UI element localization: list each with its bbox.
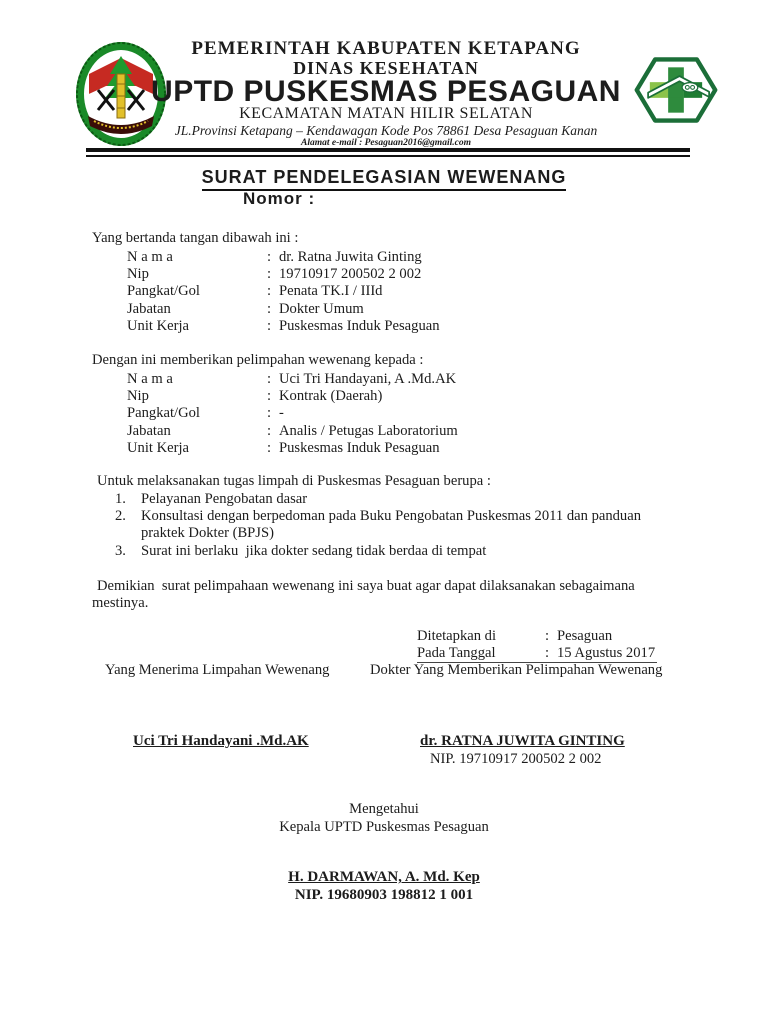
- kepala-signature-name: H. DARMAWAN, A. Md. Kep: [288, 869, 480, 885]
- person1-row-nama: N a m a : dr. Ratna Juwita Ginting: [127, 249, 422, 265]
- issued-block: [417, 628, 657, 663]
- person2-row-jabatan: Jabatan : Analis / Petugas Laboratorium: [127, 422, 458, 439]
- giver-nip: NIP. 19710917 200502 2 002: [430, 751, 602, 767]
- tasks-section: [97, 473, 697, 560]
- task-item: 2. Konsultasi dengan berpedoman pada Buku Pengobatan Puskesmas 2011 dan panduan praktek Dokter (BPJS): [115, 508, 645, 542]
- delegate-section: [92, 352, 692, 457]
- person2-row-unit: Unit Kerja : Puskesmas Induk Pesaguan: [127, 439, 440, 456]
- task-item: 3. Surat ini berlaku jika dokter sedang tidak berdaa di tempat: [115, 542, 487, 559]
- mengetahui-label: Mengetahui: [349, 801, 419, 817]
- department-name: DINAS KESEHATAN: [293, 58, 479, 78]
- kepala-nip: NIP. 19680903 198812 1 001: [294, 887, 474, 903]
- letterhead-divider: [86, 148, 690, 157]
- nomor-label: Nomor :: [243, 189, 316, 208]
- person1-row-nip: Nip : 19710917 200502 2 002: [127, 266, 422, 283]
- task-item: 1. Pelayanan Pengobatan dasar: [115, 491, 308, 507]
- address-line: JL.Provinsi Ketapang – Kendawagan Kode Pos 78861 Desa Pesaguan Kanan: [174, 123, 598, 138]
- document-title: SURAT PENDELEGASIAN WEWENANG: [202, 167, 567, 191]
- person1-row-jabatan: Jabatan : Dokter Umum: [127, 300, 364, 317]
- issued-date-row: Pada Tanggal : 15 Agustus 2017: [417, 645, 657, 663]
- receiver-signature-name: Uci Tri Handayani .Md.AK: [133, 733, 309, 749]
- government-name: PEMERINTAH KABUPATEN KETAPANG: [191, 38, 581, 59]
- signer-section: [92, 230, 692, 335]
- giver-role-label: Dokter Yang Memberikan Pelimpahan Wewenang: [370, 662, 663, 678]
- person2-row-nip: Nip : Kontrak (Daerah): [127, 388, 383, 405]
- person2-row-nama: N a m a : Uci Tri Handayani, A .Md.AK: [127, 371, 457, 387]
- receiver-role-label: Yang Menerima Limpahan Wewenang: [105, 662, 330, 678]
- email-line: Alamat e-mail : Pesaguan2016@gmail.com: [301, 138, 471, 148]
- letterhead: [96, 38, 676, 149]
- kepala-label: Kepala UPTD Puskesmas Pesaguan: [279, 819, 489, 835]
- office-name: UPTD PUSKESMAS PESAGUAN: [151, 75, 621, 108]
- closing-paragraph: Demikian surat pelimpahaan wewenang ini saya buat agar dapat dilaksanakan sebagaimana mestinya.: [92, 578, 639, 611]
- district-name: KECAMATAN MATAN HILIR SELATAN: [239, 105, 533, 122]
- giver-signature-name: dr. RATNA JUWITA GINTING: [420, 733, 625, 749]
- tasks-intro: Untuk melaksanakan tugas limpah di Puskesmas Pesaguan berupa :: [97, 473, 491, 489]
- person1-row-unit: Unit Kerja : Puskesmas Induk Pesaguan: [127, 317, 440, 334]
- person1-row-pangkat: Pangkat/Gol : Penata TK.I / IIId: [127, 283, 383, 300]
- opening-line: Yang bertanda tangan dibawah ini :: [92, 230, 299, 246]
- person2-row-pangkat: Pangkat/Gol : -: [127, 405, 284, 422]
- delegation-intro: Dengan ini memberikan pelimpahan wewenang kepada :: [92, 352, 424, 368]
- acknowledgement-block: [0, 800, 768, 836]
- acknowledgement-signature: [0, 868, 768, 904]
- issued-place-row: Ditetapkan di : Pesaguan: [417, 628, 613, 644]
